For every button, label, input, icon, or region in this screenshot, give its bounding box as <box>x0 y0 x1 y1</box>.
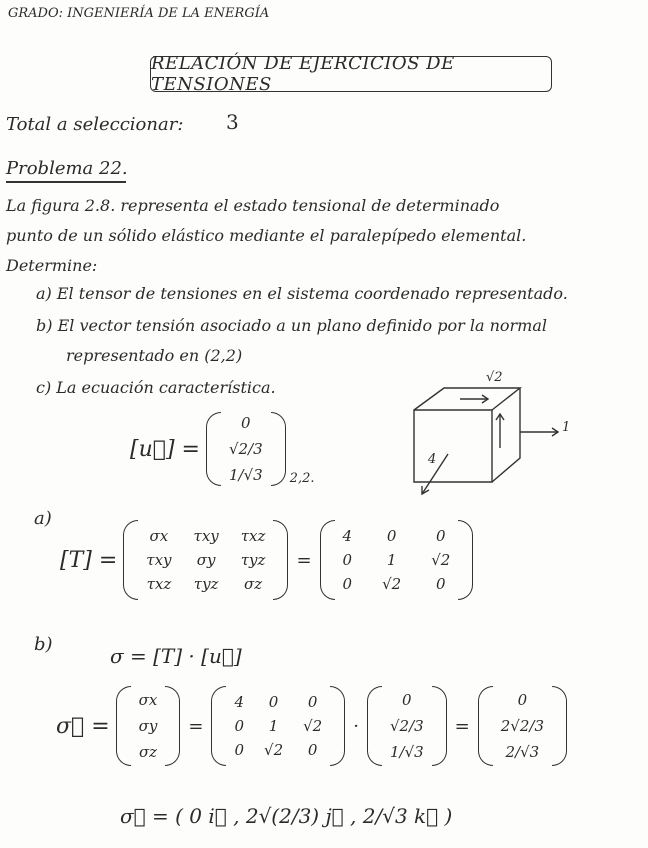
tensor-equation <box>60 520 473 600</box>
figure-label-top: √2 <box>486 370 503 385</box>
u-vector-equation <box>130 412 314 486</box>
equals-sign: = <box>188 715 204 737</box>
sigma-components <box>131 691 166 761</box>
part-a-label: a) <box>34 508 52 529</box>
vector-cell: 0 <box>517 691 528 709</box>
figure-label-left: 4 <box>428 452 437 467</box>
item-b-line-2: representado en (2,2) <box>66 346 243 365</box>
u-vector-entries <box>221 414 271 484</box>
part-b-label: b) <box>34 634 53 655</box>
total-label: Total a seleccionar: <box>6 114 184 135</box>
cube-side-face <box>492 388 520 482</box>
matrix-cell: τxz <box>240 527 266 545</box>
matrix-cell: 1 <box>268 717 279 735</box>
matrix-cell: 0 <box>435 575 446 593</box>
statement-line-1: La figura 2.8. representa el estado tensional de determinado <box>6 196 500 215</box>
vector-cell: 0 <box>402 691 412 709</box>
left-paren <box>206 412 221 486</box>
matrix-cell: √2 <box>303 717 323 735</box>
vector-cell: 2/√3 <box>505 743 540 761</box>
right-paren <box>271 412 286 486</box>
matrix-cell: 0 <box>386 527 397 545</box>
equals-sign: = <box>296 549 312 571</box>
vector-cell: σx <box>138 691 158 709</box>
u-vector-subscript: 2,2. <box>289 471 315 486</box>
u-vector-lhs: [u⃗] = <box>130 436 200 462</box>
figure-label-right: 1 <box>562 420 571 435</box>
matrix-cell: 0 <box>342 575 353 593</box>
sigma-lhs: σ⃗ = <box>56 713 110 739</box>
tensor-matrix-b <box>226 693 330 759</box>
dot-operator: · <box>353 715 359 737</box>
matrix-cell: σx <box>149 527 169 545</box>
sigma-result <box>493 691 552 761</box>
sigma-equation <box>56 686 567 766</box>
matrix-cell: 0 <box>234 741 245 759</box>
tensor-lhs: [T] = <box>60 547 118 573</box>
u-entry: 0 <box>241 414 251 432</box>
parallelepiped-figure <box>400 370 580 500</box>
matrix-cell: 0 <box>307 693 318 711</box>
u-entry: √2/3 <box>228 440 263 458</box>
matrix-cell: 4 <box>342 527 353 545</box>
matrix-cell: √2 <box>264 741 284 759</box>
vector-cell: 2√2/3 <box>500 717 545 735</box>
matrix-cell: τxy <box>146 551 172 569</box>
vector-cell: √2/3 <box>389 717 424 735</box>
matrix-cell: √2 <box>382 575 402 593</box>
sigma-final-vector: σ⃗ = ( 0 i⃗ , 2√(2/3) j⃗ , 2/√3 k⃗ ) <box>120 804 453 828</box>
matrix-cell: τyz <box>240 551 266 569</box>
cube-front-face <box>414 410 492 482</box>
equals-sign: = <box>454 715 470 737</box>
vector-cell: σy <box>138 717 158 735</box>
matrix-cell: τxz <box>146 575 172 593</box>
tensor-numeric-matrix <box>335 527 459 593</box>
matrix-cell: 0 <box>435 527 446 545</box>
page-title: RELACIÓN DE EJERCICIOS DE TENSIONES <box>150 56 552 92</box>
matrix-cell: √2 <box>431 551 451 569</box>
item-b-line-1: b) El vector tensión asociado a un plano definido por la normal <box>36 316 548 335</box>
matrix-cell: 1 <box>386 551 397 569</box>
matrix-cell: σy <box>196 551 216 569</box>
matrix-cell: 0 <box>307 741 318 759</box>
matrix-cell: σz <box>244 575 263 593</box>
statement-line-2: punto de un sólido elástico mediante el paralepípedo elemental. <box>6 226 527 245</box>
part-b-formula: σ = [T] · [u⃗] <box>110 644 242 668</box>
matrix-cell: 0 <box>342 551 353 569</box>
degree-header: GRADO: INGENIERÍA DE LA ENERGÍA <box>8 6 270 21</box>
matrix-cell: τyz <box>193 575 219 593</box>
u-entry: 1/√3 <box>228 466 263 484</box>
matrix-cell: 0 <box>234 717 245 735</box>
total-value: 3 <box>226 110 239 134</box>
vector-cell: σz <box>138 743 158 761</box>
vector-cell: 1/√3 <box>389 743 424 761</box>
matrix-cell: τxy <box>193 527 219 545</box>
determine-label: Determine: <box>6 256 98 275</box>
problem-heading-underline <box>6 181 126 183</box>
item-a: a) El tensor de tensiones en el sistema coordenado representado. <box>36 284 568 303</box>
matrix-cell: 4 <box>234 693 245 711</box>
u-vector-b <box>382 691 432 761</box>
tensor-symbolic-matrix <box>138 527 273 593</box>
matrix-cell: 0 <box>268 693 279 711</box>
item-c: c) La ecuación característica. <box>36 378 276 397</box>
problem-heading: Problema 22. <box>6 158 128 179</box>
